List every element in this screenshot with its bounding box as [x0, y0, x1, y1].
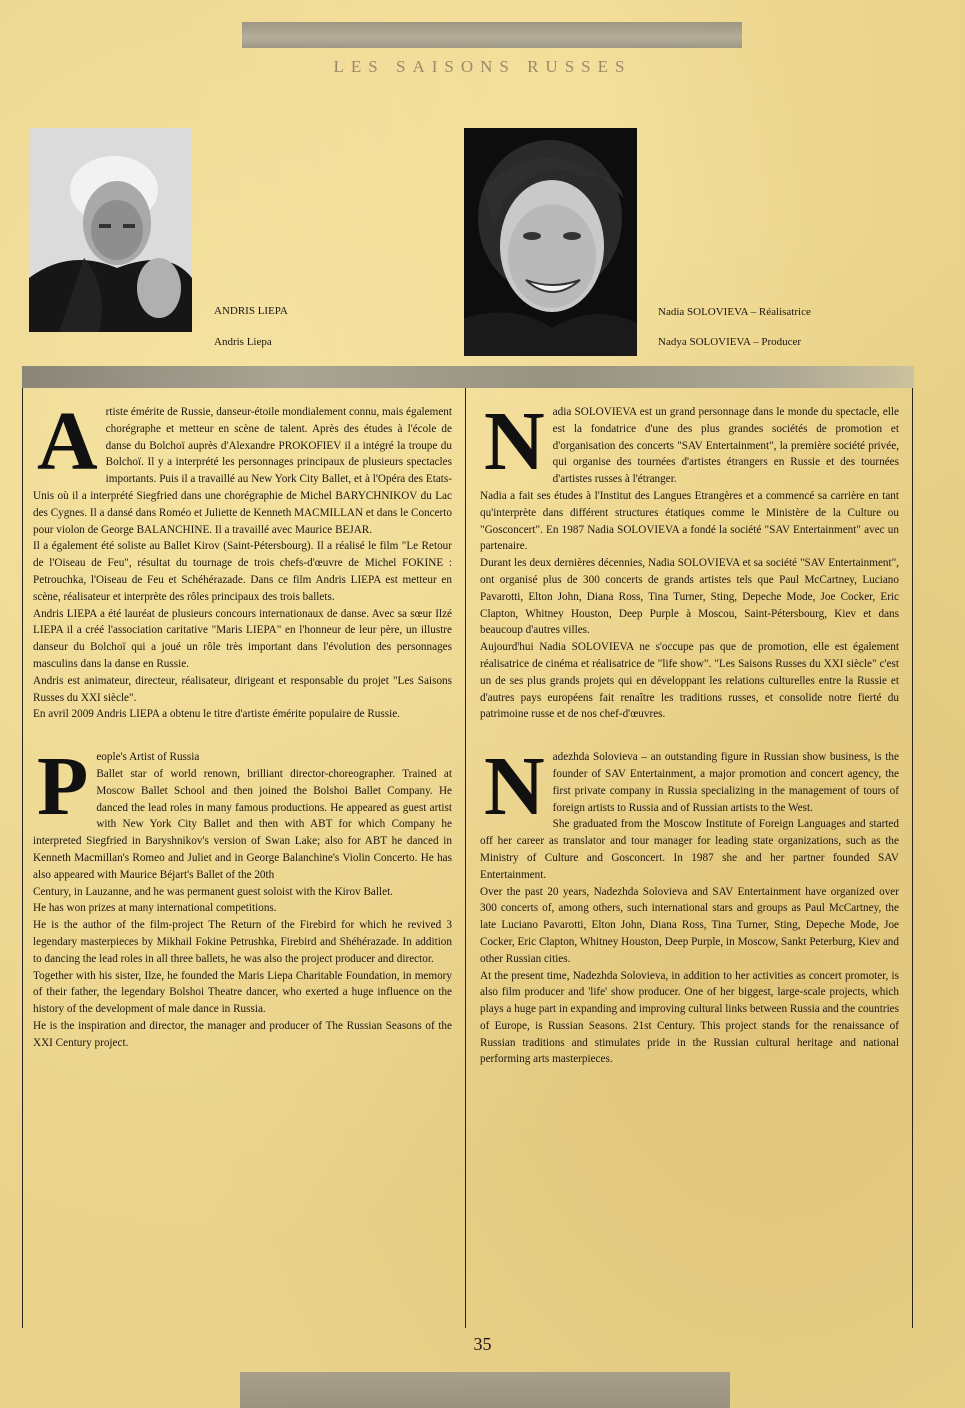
page-number: 35 — [473, 1334, 492, 1354]
paragraph: She graduated from the Moscow Institute of Foreign Languages and started off her career as translator and tour manager for leading state organizations, such as the Ministry of Culture and Gosconcert. In 1987 she and her partner founded SAV Entertainment. — [480, 818, 899, 881]
paragraph: eople's Artist of Russia — [96, 751, 200, 764]
paragraph: rtiste émérite de Russie, danseur-étoile mondialement connu, mais également chorégraphe et metteur en scène de talent. Après des études à l'école de danse du Bolchoï auprès d'Alexandre PROKOFIEV il a intégré la troupe du Bolchoï. Il y a interprété les personnages principaux de plusieurs spectacles importants. Puis il a travaillé au New York City Ballet, et à l'Opéra des Etats-Unis où il a interprété Siegfried dans une chorégraphie de Michel BARYCHNIKOV du Lac des Cygnes. Il a dansé dans Roméo et Juliette de Kenneth MACMILLAN et dans le Concerto pour violon de George BALANCHINE. Il a travaillé avec Maurice BEJAR. — [33, 406, 452, 536]
paragraph: He is the inspiration and director, the manager and producer of The Russian Seasons of the XXI Century project. — [33, 1019, 452, 1049]
paragraph: adezhda Solovieva – an outstanding figure in Russian show business, is the founder of SAV Entertainment, a major promotion and concert agency, the first private company in Russia specializing in the management of tours of foreign artists to Russia and of Russian artists to the West. — [552, 751, 899, 814]
caption-liepa-fr: ANDRIS LIEPA — [214, 305, 288, 317]
paragraph: Together with his sister, Ilze, he founded the Maris Liepa Charitable Foundation, in memory of their father, the legendary Bolshoi Theatre dancer, who exerted a huge influence on the history of the development of male dance in Russia. — [33, 969, 452, 1016]
dropcap-a: A — [37, 395, 98, 488]
paragraph: Ballet star of world renown, brilliant director-choreographer. Trained at Moscow Ballet School and then joined the Bolshoi Ballet Company. He danced the lead roles in many famous productions. He appeared as guest artist with New York City Ballet and then with ABT for which Company he interpreted Siegfried in Baryshnikov's version of Swan Lake; also for ABT he danced in Kenneth Macmillan's Romeo and Juliet and in George Balanchine's Violin Concerto. He has also appeared with Maurice Béjart's Ballet of the 20th — [33, 767, 452, 881]
left-column — [33, 395, 452, 1051]
right-border-rule — [912, 388, 913, 1328]
paragraph: Andris est animateur, directeur, réalisateur, dirigeant et responsable du projet "Les Saisons Russes du XXI siècle". — [33, 674, 452, 704]
solovieva-bio-english — [480, 740, 899, 1068]
paragraph: He has won prizes at many international competitions. — [33, 902, 277, 915]
dropcap-n: N — [484, 740, 545, 834]
caption-solovieva-en: Nadya SOLOVIEVA – Producer — [658, 336, 802, 348]
top-decorative-band — [242, 22, 742, 48]
paragraph: Durant les deux dernières décennies, Nadia SOLOVIEVA et sa société "SAV Entertainment", ont organisé plus de 300 concerts de grands artistes tels que Paul McCartney, Luciano Pavarotti, Elton John, Diana Ross, Tina Turner, Sting, Depeche Mode, Joe Cocker, Eric Clapton, Whitney Houston, Deep Purple à Moscou, Saint-Pétersbourg, Kiev et dans beaucoup d'autres villes. — [480, 557, 899, 637]
column-divider-rule — [465, 388, 466, 1328]
portrait-andris-liepa — [29, 128, 192, 332]
bottom-decorative-band — [240, 1372, 730, 1408]
portrait-nadia-solovieva — [464, 128, 637, 356]
paragraph: Il a également été soliste au Ballet Kirov (Saint-Pétersbourg). Il a réalisé le film "Le Retour de l'Oiseau de Feu", résultat du tournage de trois chefs-d'œuvre de Michel FOKINE : Petrouchka, l'Oiseau de Feu et Schéhérazade. Dans ce film Andris LIEPA est metteur en scène, réalisateur et interprète des rôles principaux des trois ballets. — [33, 540, 452, 603]
section-divider-band — [22, 366, 914, 388]
paragraph: adia SOLOVIEVA est un grand personnage dans le monde du spectacle, elle est la fondatrice d'une des plus grandes sociétés de promotion et d'organisation des concerts "SAV Entertainment", la première société privée, qui organise des tournées d'artistes étrangers en Russie et des tournées d'artistes russes à l'étranger. — [552, 406, 899, 486]
paragraph: He is the author of the film-project The Return of the Firebird for which he revived 3 legendary masterpieces by Mikhail Fokine Petrushka, Firebird and Shéhérazade. In addition to dancing the lead roles in all three ballets, he was also the project producer and director. — [33, 919, 452, 965]
liepa-bio-english — [33, 740, 452, 1051]
paragraph: Over the past 20 years, Nadezhda Solovieva and SAV Entertainment have organized over 300 concerts of, among others, such international stars and groups as Paul McCartney, the late Luciano Pavarotti, Elton John, Diana Ross, Tina Turner, Sting, Depeche Mode, Joe Cocker, Eric Clapton, Whitney Houston, Deep Purple, in Moscow, Sankt Peterburg, Kiev and other Russian cities. — [480, 885, 899, 965]
caption-liepa-en: Andris Liepa — [214, 336, 272, 348]
paragraph: Andris LIEPA a été lauréat de plusieurs concours internationaux de danse. Avec sa sœur Ilzé LIEPA il a créé l'association caritative "Maris LIEPA" en l'honneur de leur père, un illustre danseur du Bolchoï qui a joué un rôle très important dans l'évolution des personnages masculins dans la danse en Russie. — [33, 607, 452, 670]
page-title: LES SAISONS RUSSES — [333, 57, 632, 76]
dropcap-n: N — [484, 395, 545, 488]
right-column — [480, 395, 899, 1068]
paragraph: Aujourd'hui Nadia SOLOVIEVA ne s'occupe pas que de promotion, elle est également réalisatrice de cinéma et réalisatrice de "life show". "Les Saisons Russes du XXI siècle" c'est un de ses plus grands projets qui en développant les relations culturelles entre la Russie et d'autres pays européens fait renaître les traditions russes, et consolide notre fierté du patrimoine russe et de nos chef-d'œuvres. — [480, 641, 899, 721]
left-border-rule — [22, 388, 23, 1328]
solovieva-bio-french — [480, 395, 899, 723]
paragraph: Century, in Lauzanne, and he was permanent guest soloist with the Kirov Ballet. — [33, 885, 393, 898]
dropcap-p: P — [37, 740, 89, 834]
paragraph: En avril 2009 Andris LIEPA a obtenu le titre d'artiste émérite populaire de Russie. — [33, 708, 400, 721]
caption-solovieva-fr: Nadia SOLOVIEVA – Réalisatrice — [658, 306, 811, 318]
liepa-bio-french — [33, 395, 452, 723]
paragraph: At the present time, Nadezhda Solovieva, in addition to her activities as concert promoter, is also film producer and 'life' show producer. One of her biggest, large-scale projects, which plays a huge part in expanding and improving cultural links between Russia and the countries of Europe, is Russian Seasons. 21st Century. This project stands for the renaissance of Russian traditions and stimulates pride in the Russian cultural heritage and national performing arts masterpieces. — [480, 969, 899, 1066]
paragraph: Nadia a fait ses études à l'Institut des Langues Etrangères et a commencé sa carrière en tant qu'interprète dans différent structures étatiques comme le Ministère de la Culture ou "Gosconcert". En 1987 Nadia SOLOVIEVA a fondé la société "SAV Entertainment" avec un partenaire. — [480, 489, 899, 553]
